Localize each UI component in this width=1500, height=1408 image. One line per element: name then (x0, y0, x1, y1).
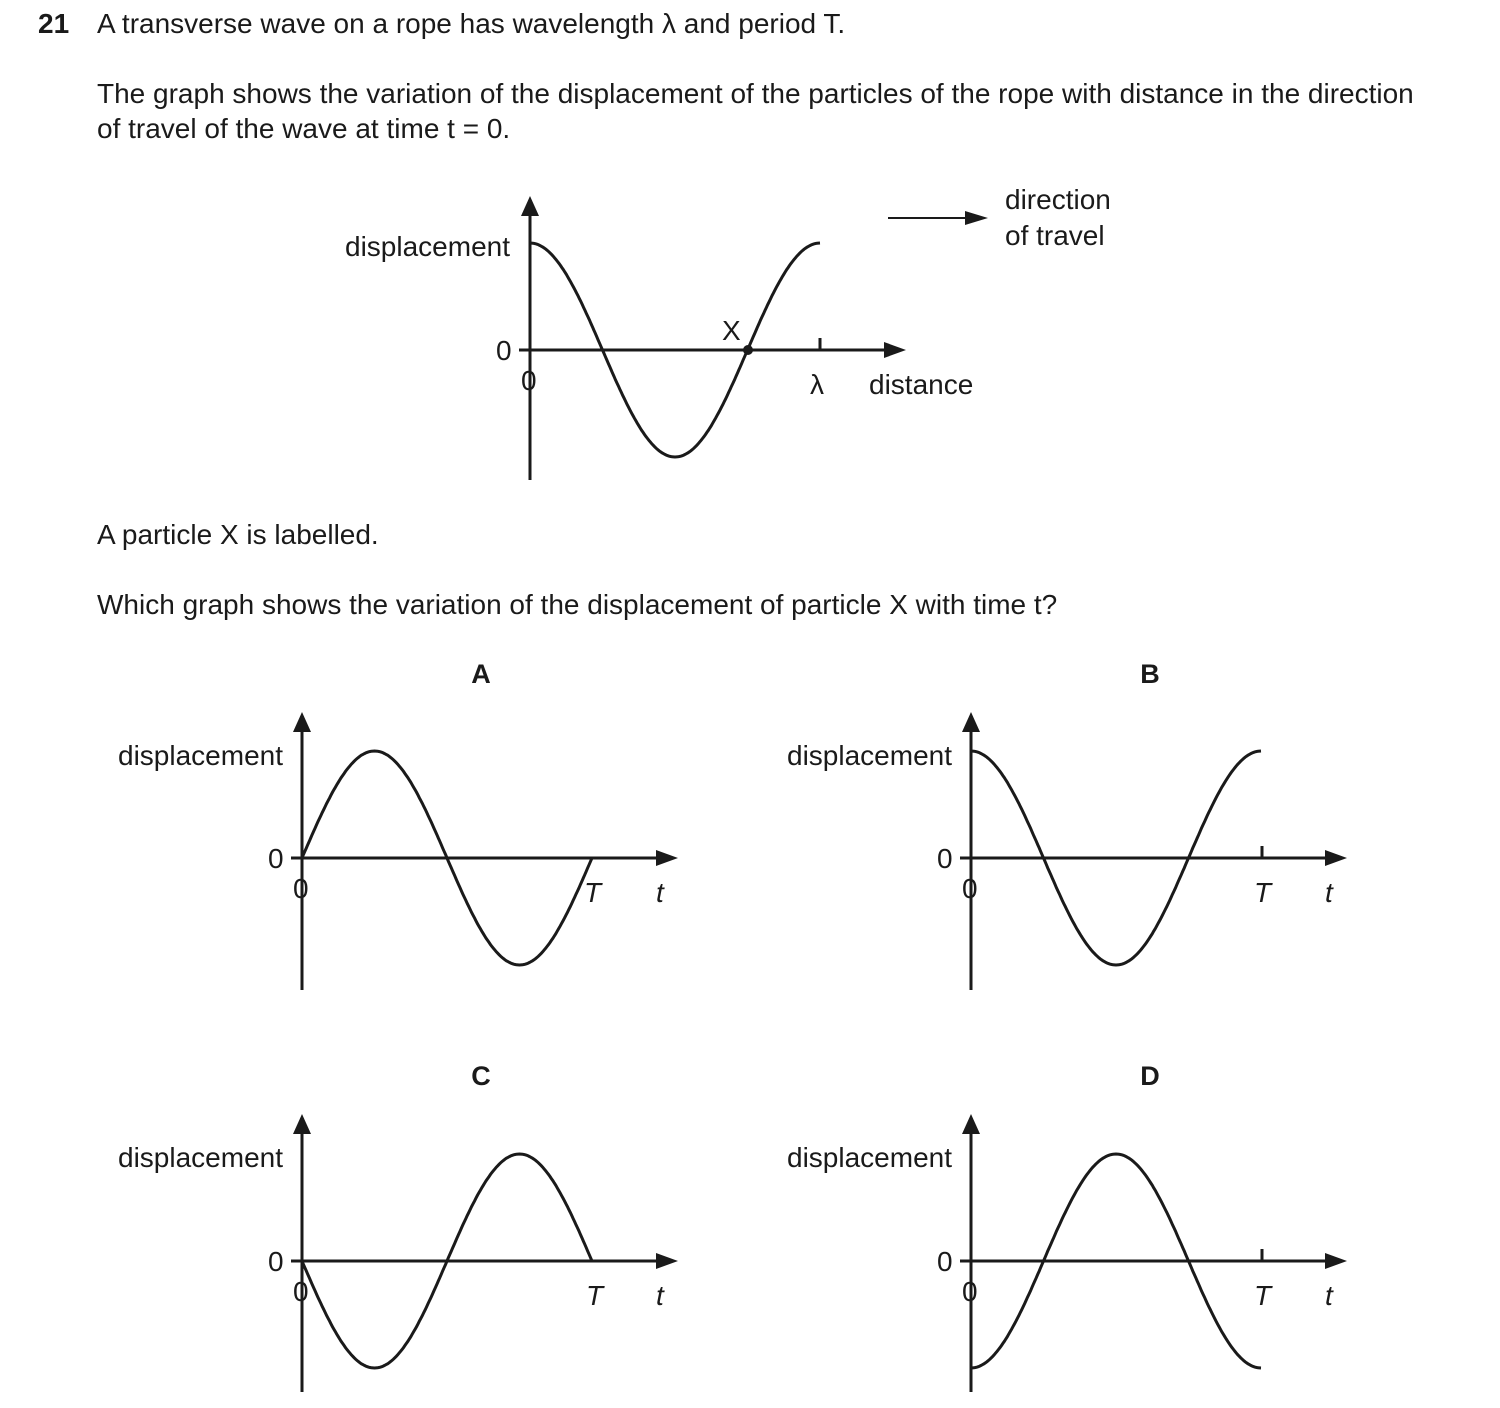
option-a-t-label: t (656, 877, 664, 908)
option-d-x-arrowhead (1325, 1253, 1347, 1269)
option-c-y-label: displacement (118, 1142, 283, 1173)
option-a-zero-x: 0 (293, 873, 309, 904)
option-c-x-arrowhead (656, 1253, 678, 1269)
option-d-zero-y: 0 (937, 1246, 953, 1277)
particle-note: A particle X is labelled. (97, 519, 379, 550)
option-a-y-label: displacement (118, 740, 283, 771)
option-a-x-arrowhead (656, 850, 678, 866)
main-lambda-label: λ (810, 369, 824, 400)
option-c-zero-y: 0 (268, 1246, 284, 1277)
option-d-T-label: T (1254, 1280, 1272, 1311)
option-c-y-arrowhead (293, 1114, 311, 1134)
particle-x-label: X (722, 315, 741, 346)
option-b-graph (787, 659, 1347, 990)
option-b-zero-x: 0 (962, 873, 978, 904)
question-prompt: Which graph shows the variation of the displacement of particle X with time t? (97, 589, 1058, 620)
option-c-T-label: T (586, 1280, 604, 1311)
direction-line2: of travel (1005, 220, 1105, 251)
option-a-zero-y: 0 (268, 843, 284, 874)
direction-line1: direction (1005, 184, 1111, 215)
main-zero-y: 0 (496, 335, 512, 366)
option-d-y-label: displacement (787, 1142, 952, 1173)
option-a-y-arrowhead (293, 712, 311, 732)
main-y-label: displacement (345, 231, 510, 262)
option-d-y-arrowhead (962, 1114, 980, 1134)
question-description: The graph shows the variation of the displacement of the particles of the rope with distance in the direction of travel of the wave at time t = 0. (97, 78, 1414, 144)
option-d-zero-x: 0 (962, 1276, 978, 1307)
option-c-letter: C (471, 1061, 491, 1091)
question-stem: A transverse wave on a rope has wavelength λ and period T. (97, 8, 846, 39)
option-b-y-label: displacement (787, 740, 952, 771)
option-c-zero-x: 0 (293, 1276, 309, 1307)
option-b-y-arrowhead (962, 712, 980, 732)
option-a-graph (118, 659, 678, 990)
option-c-graph (118, 1061, 678, 1392)
option-d-letter: D (1140, 1061, 1160, 1091)
question-number: 21 (38, 8, 70, 39)
option-b-zero-y: 0 (937, 843, 953, 874)
main-x-arrowhead (884, 342, 906, 358)
option-a-letter: A (471, 659, 491, 689)
main-zero-x: 0 (521, 365, 537, 396)
particle-x-marker (743, 345, 753, 355)
main-x-label: distance (869, 369, 974, 400)
option-b-x-arrowhead (1325, 850, 1347, 866)
main-wave-graph (345, 184, 1111, 480)
option-a-T-label: T (584, 877, 602, 908)
option-b-t-label: t (1325, 877, 1333, 908)
option-d-graph (787, 1061, 1347, 1392)
option-b-letter: B (1140, 659, 1160, 689)
direction-arrow-head (965, 211, 988, 225)
option-b-T-label: T (1254, 877, 1272, 908)
option-d-t-label: t (1325, 1280, 1333, 1311)
option-c-t-label: t (656, 1280, 664, 1311)
main-y-arrowhead (521, 196, 539, 216)
